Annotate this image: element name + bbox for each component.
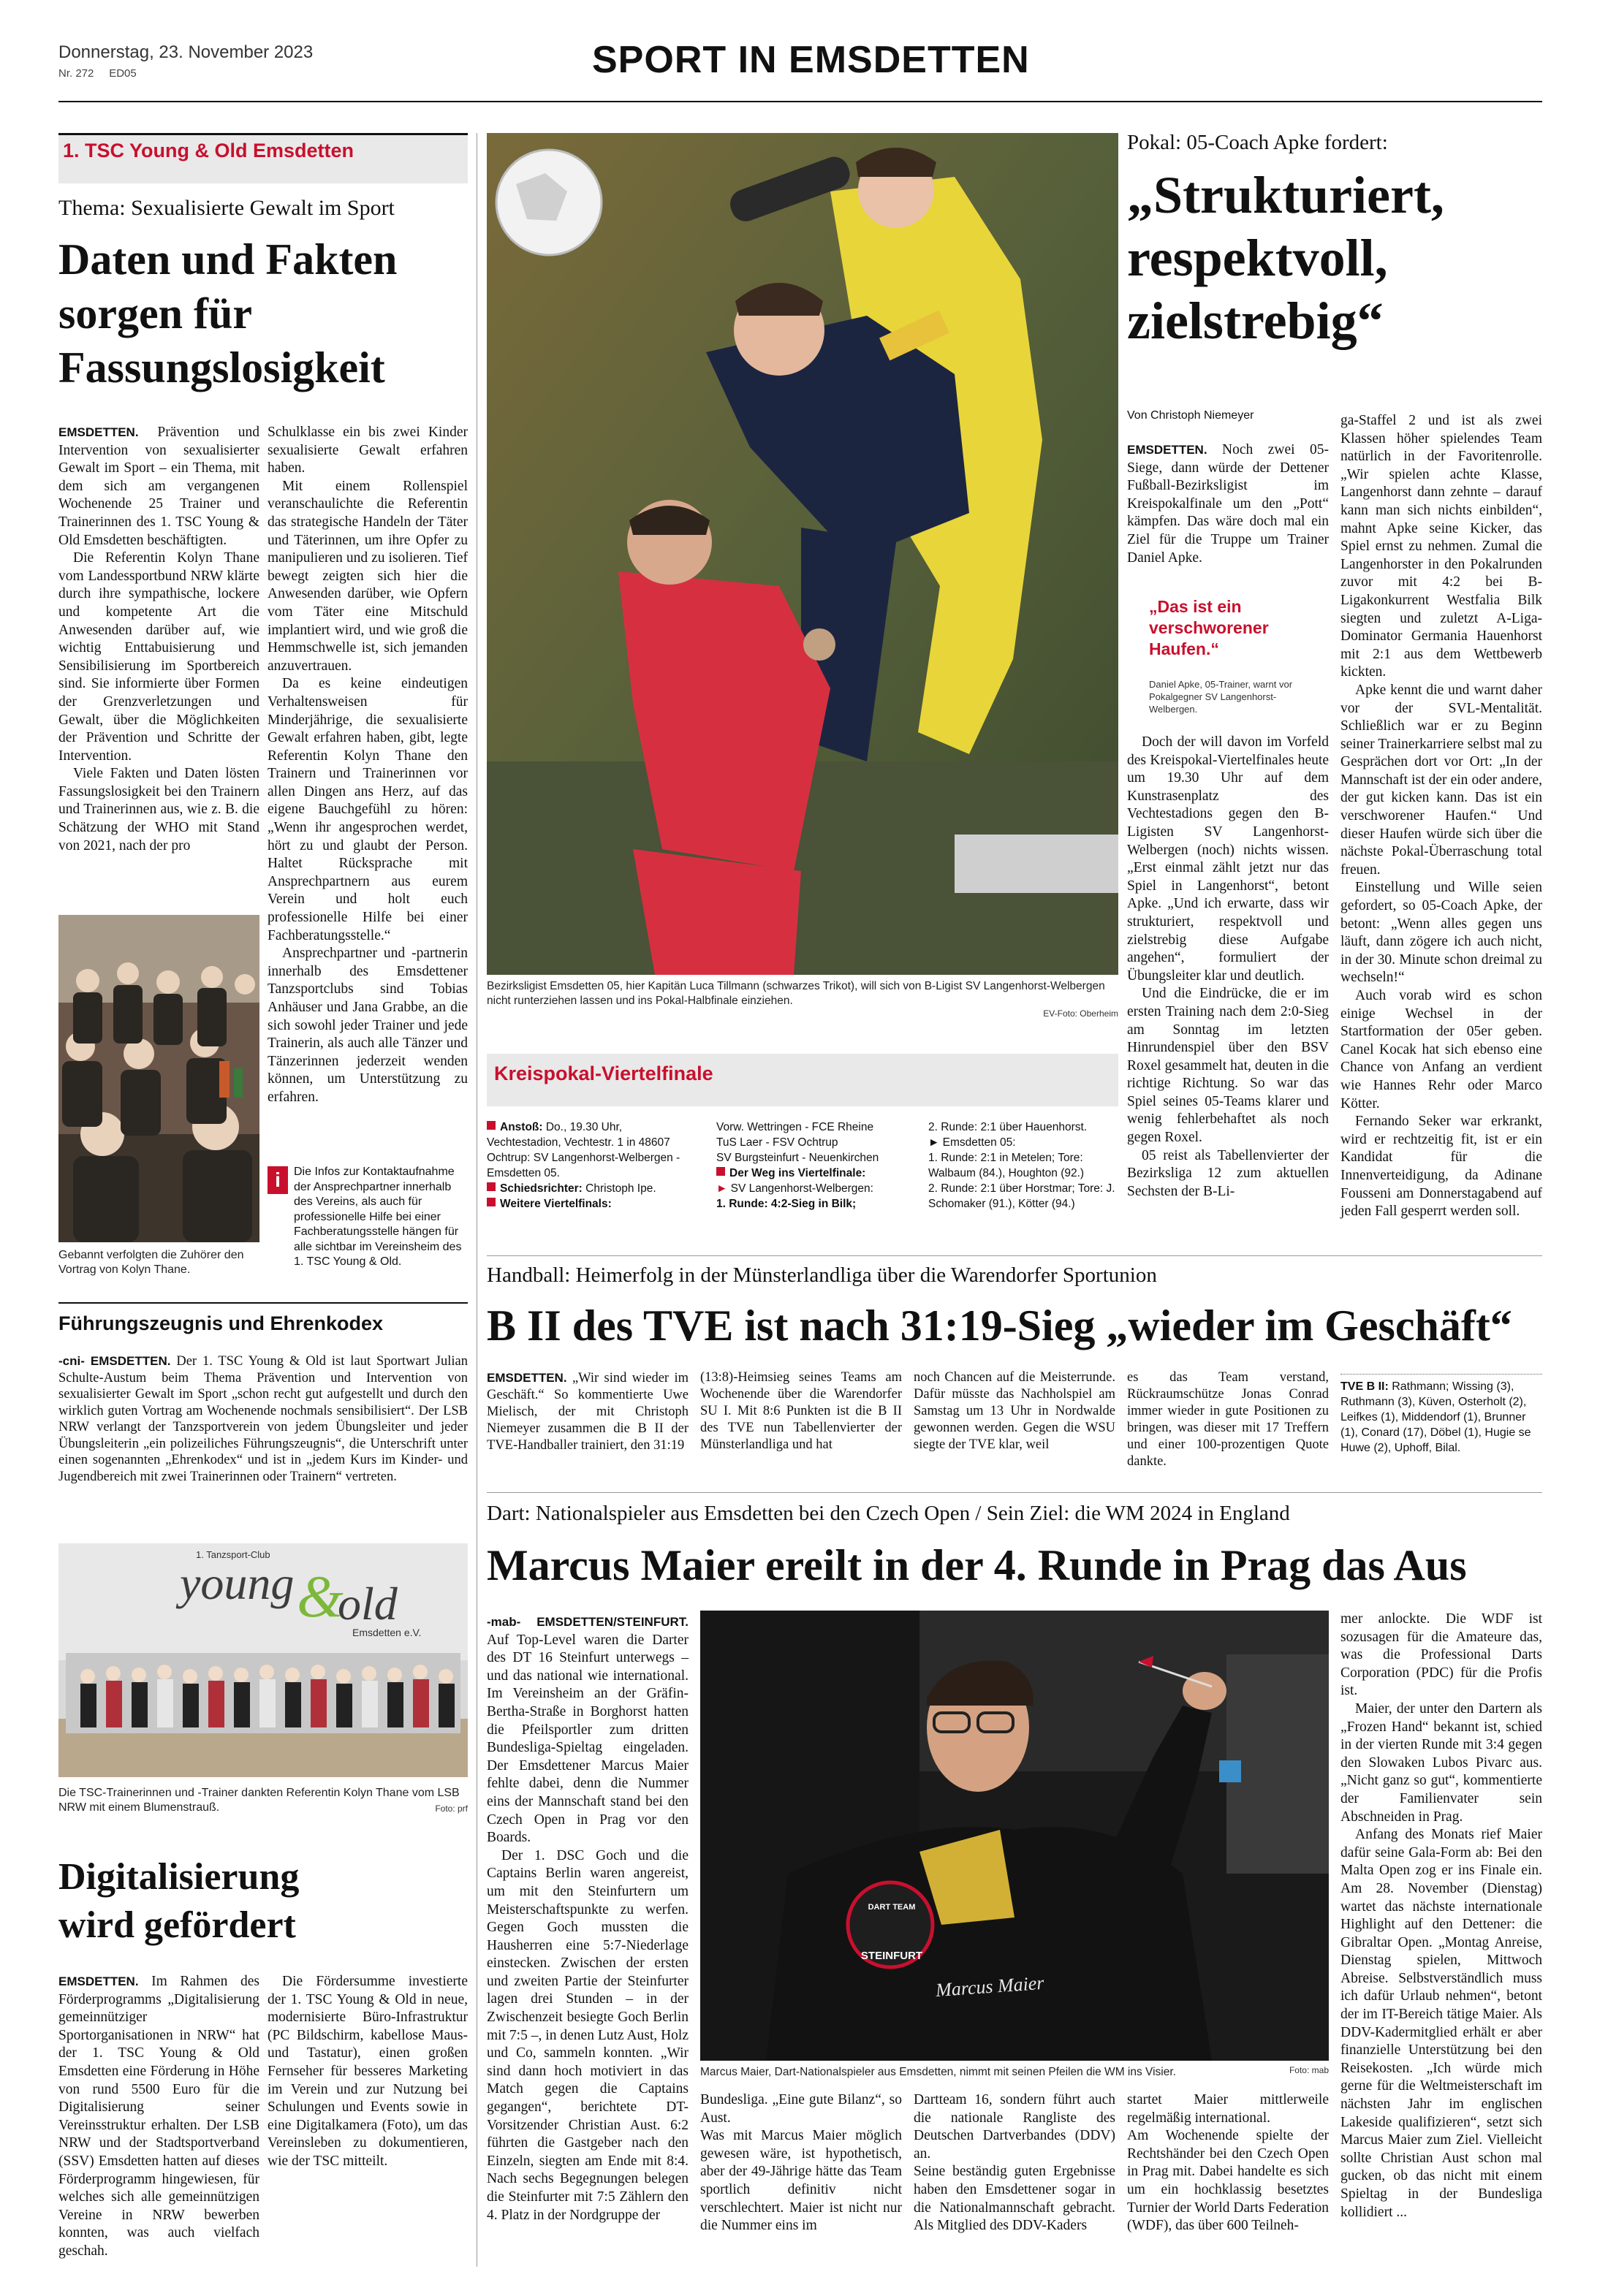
- darts-col4: startet Maier mittlerweile regelmäßig international. Am Wochenende spielte der Rechtshänder bei den Czech Open in Prag mit. Dabei handelte es sich um ein hochklassig besetztes Turnier der World Darts Federation (WDF), das über 600 Teilneh-: [1127, 2092, 1329, 2234]
- headline-strukturiert: „Strukturiert, respektvoll, zielstrebig“: [1127, 166, 1444, 350]
- masthead-rule: [58, 101, 1542, 102]
- tsc-col2-p4: Ansprechpartner und -partnerin innerhalb des Emsdettener Tanzsportclubs sind Tobias Anhäuser und Jana Grabbe, an die sich sowohl jeder Trainer und jede Trainerin, als auch alle Tänzer und Tänzerinnen jederzeit wenden können, um Unterstützung zu erfahren.: [268, 946, 468, 1105]
- kreispokal-weitere: Weitere Viertelfinals:: [487, 1196, 684, 1212]
- info-box: [268, 1165, 468, 1270]
- digi-col1: EMSDETTEN. Im Rahmen des Förderprogramms „Digitalisierung gemeinnütziger Sportorganisationen in NRW“ hat der 1. TSC Young & Old Emsdetten eine Förderung in Höhe von rund 5500 Euro für die Digitalisierung seiner Vereinsstruktur erhalten. Der LSB NRW und der Stadtsportverband (SSV) Emsdetten hatten auf dieses Förderprogramm hingewiesen, für welches sich alle gemeinnützigen Vereine in NRW bewerben konnten, was auch vielfach geschah.: [58, 1974, 259, 2259]
- kicker-pokal-apke: Pokal: 05-Coach Apke fordert:: [1127, 131, 1388, 154]
- jersey-text-top: DART TEAM: [868, 1903, 916, 1912]
- darts-col1-p2: Der 1. DSC Goch und die Captains Berlin waren angereist, um mit den Steinfurtern um Meisterschaftspunkte zu werfen. Gegen Goch mussten die Hausherren eine 5:7-Niederlage einstecken. Zwischen der ersten und zweiten Partie der Steinfurter lagen drei Stunden – in der Zwischenzeit besiegte Goch Berlin mit 7:5 –, in denen Lutz Aust, Holz und Co, sammeln konnten. „Wir sind dann hoch motiviert in das Match gegen die Captains gegangen“, berichtete DT-Vorsitzender Christian Aust. 6:2 führten die Gastgeber nach den Einzeln, siegten am Ende mit 8:4. Nach sechs Begegnungen belegen die Steinfurter mit 7:5 Zählern den 4. Platz in der Nordgruppe der: [487, 1847, 689, 2223]
- handball-col1: EMSDETTEN. „Wir sind wieder im Geschäft.“ So kommentierte Uwe Mielisch, der mit Christoph Niemeyer zusammen die B II der TVE-Handballer trainiert, den 31:19: [487, 1371, 689, 1453]
- issue-date: Donnerstag, 23. November 2023: [58, 42, 314, 62]
- kicker-handball: Handball: Heimerfolg in der Münsterlandliga über die Warendorfer Sportunion: [487, 1263, 1157, 1287]
- headline-handball: B II des TVE ist nach 31:19-Sieg „wieder im Geschäft“: [487, 1301, 1512, 1350]
- darts-col1-p1: -mab- EMSDETTEN/STEINFURT. Auf Top-Level waren die Darter des DT 16 Steinfurt unterwegs – und das national wie international. Im Vereinsheim an der Gräfin-Bertha-Straße in Borghorst hatten die Pfeilsportler zum dritten Bundesliga-Spieltag eingeladen. Der Emsdettener Marcus Maier fehlte dabei, denn die Nummer eins der Mannschaft stand bei den Czech Open in Prag vor den Boards.: [487, 1615, 689, 1846]
- issue-number: Nr. 272 ED05: [58, 67, 137, 80]
- club-sign-small: 1. Tanzsport-Club: [196, 1549, 270, 1560]
- info-box-text: Die Infos zur Kontaktaufnahme der Ansprechpartner innerhalb des Vereins, als auch für professionelle Hilfe bei einer Fachberatungsstelle hängen für alle sichtbar im Vereinsheim des 1. TSC Young & Old.: [294, 1166, 462, 1268]
- tsc-col1-p2: Die Referentin Kolyn Thane vom Landessportbund NRW klärte durch ihre sympathische, lockere und kompetente Art die Anwesenden darüber auf, wie wichtig Enttabuisierung und Sensibilisierung im Sportbereich sind. Sie informierte über Formen der Grenzverletzungen und Gewalt, über die Möglichkeiten der Prävention und Schritte der Intervention.: [58, 550, 259, 764]
- apke-col2-p3: Einstellung und Wille seien gefordert, so 05-Coach Apke, der betont: „Wenn alles gegen uns läuft, dann zögere ich auch nicht, in der 30. Minute schon dreimal zu wechseln!“: [1340, 880, 1542, 986]
- darts-col3: Dartteam 16, sondern führt auch die nationale Rangliste des Deutschen Dartverbandes (DDV) an. Seine beständig guten Ergebnisse haben den Emsdettener sogar in die Nationalmannschaft gebracht. Als Mitglied des DDV-Kaders: [914, 2092, 1115, 2234]
- darts-rule: [487, 1492, 1542, 1493]
- apke-col2-p1: ga-Staffel 2 und ist als zwei Klassen höher spielendes Team natürlich in der Favoritenrolle. „Wir spielen achte Klasse, Langenhorst dann zehnte – darauf kann man sich nichts einbilden“, mahnt Apke seine Kicker, das Spiel ernst zu nehmen. Zumal die Langenhorster in den Pokalrunden zuvor mit 4:2 bei B-Ligakonkurrent Westfalia Bilk siegten und zuletzt A-Liga-Dominator Germania Hauenhorst mit 2:1 aus dem Wettbewerb kickten.: [1340, 413, 1542, 680]
- fuehrungszeugnis-text: -cni- EMSDETTEN. Der 1. TSC Young & Old ist laut Sportwart Julian Schulte-Austum beim Thema Prävention und Intervention von sexualisierter Gewalt im Sport „schon recht gut aufgestellt und durch den wirklich guten Vortrag am Wochenende nochmals sensibilisiert“. Der LSB NRW verlangt der Tanzsportverein von jedem Übungsleiter und jeder Übungsleiterin „ein polizeiliches Führungszeugnis“, die Unterschrift unter einen sogenannten „Ehrenkodex“ und ist in „jedem Kurs im Kinder- und Jugendbereich mit zwei Trainerinnen oder Trainern“ vertreten.: [58, 1354, 468, 1484]
- kreispokal-schiri: Schiedsrichter: Christoph Ipe.: [487, 1181, 684, 1196]
- apke-col1b-p2: Und die Eindrücke, die er im ersten Training nach dem 2:0-Sieg am Sonntag im letzten Hinrundenspiel über den BSV Roxel gesammelt hat, deuten in die richtige Richtung. So war das Spiel seines 05-Teams klarer und wenig fehlerbehaftet als noch gegen Roxel.: [1127, 986, 1329, 1146]
- photo-darts-maier: [700, 1611, 1329, 2061]
- darts-col5: [1340, 1611, 1542, 2221]
- tsc-col1-p3: Viele Fakten und Daten lösten Fassungslosigkeit bei den Trainern und Trainerinnen aus, wie z. B. die Schätzung der WHO mit Stand von 2021, nach der pro: [58, 766, 259, 854]
- club-sign-town: Emsdetten e.V.: [352, 1627, 422, 1638]
- photo-darts-credit: Foto: mab: [1289, 2065, 1329, 2075]
- tsc-col1-p1: EMSDETTEN. Prävention und Intervention von sexualisierter Gewalt im Sport – ein Thema, mit dem sich am vergangenen Wochenende 25 Trainer und Trainerinnen des 1. TSC Young & Old Emsdetten beschäftigten.: [58, 425, 259, 548]
- arrow-right-icon: ►: [716, 1182, 728, 1195]
- tsc-col2-p3: Da es keine eindeutigen Verhaltensweisen für Minderjährige, die sexualisierte Gewalt erfahren haben, gibt, legte Referentin Kolyn Thane den Trainern und Trainerinnen vor allen Dingen ans Herz, auf das eigene Bauchgefühl zu hören: „Wenn ihr angesprochen werdet, hört zu und glaubt der Person. Haltet Rücksprache mit Ansprechpartnern aus eurem Verein und holt euch professionelle Hilfe bei einer Fachberatungsstelle.“: [268, 676, 468, 943]
- section-title: SPORT IN EMSDETTEN: [592, 39, 1030, 81]
- jersey-text-name: Marcus Maier: [935, 1972, 1045, 2002]
- jersey-text-steinfurt: STEINFURT: [860, 1950, 923, 1962]
- photo-audience-caption: Gebannt verfolgten die Zuhörer den Vortrag von Kolyn Thane.: [58, 1249, 244, 1276]
- handball-lineup: TVE B II: Rathmann; Wissing (3), Ruthmann (3), Küven, Osterholt (2), Leifkes (1), Middendorf (1), Brunner (1), Conard (17), Döbel (1), Hugie se Huwe (2), Uphoff, Bilal.: [1340, 1380, 1531, 1454]
- photo-trainer-group-caption: Die TSC-Trainerinnen und -Trainer dankten Referentin Kolyn Thane vom LSB NRW mit einem Blumenstrauß.: [58, 1787, 460, 1814]
- handball-rule: [487, 1255, 1542, 1256]
- kreispokal-svl: ► SV Langenhorst-Welbergen:: [716, 1182, 873, 1195]
- apke-col1b: [1127, 734, 1329, 1201]
- kreispokal-weg-head: Der Weg ins Viertelfinale:: [716, 1166, 914, 1181]
- kreispokal-col1: [487, 1120, 684, 1212]
- kicker-sexualisierte-gewalt: Thema: Sexualisierte Gewalt im Sport: [58, 196, 395, 220]
- handball-lineup-box: [1340, 1374, 1542, 1456]
- photo-soccer-credit: EV-Foto: Oberheim: [1043, 1008, 1118, 1019]
- darts-col5-p3: Anfang des Monats rief Maier dafür seine Gala-Form ab: Bei den Malta Open zog er ins Finale ein. Am 28. November (Dienstag) wartet das nächste internationale Highlight auf den Dettener: die Gibraltar Open. „Montag Anreise, Dienstag spielen, Mittwoch Abreise. Selbstverständlich muss ich dafür Urlaub nehmen“, betont der im IT-Bereich tätige Maier. Als DDV-Kadermitglied erhält er aber finanzielle Unterstützung bei den Reisekosten. „Ich würde mich gerne für die Weltmeisterschaft im nächsten Jahr im englischen Lakeside qualifizieren“, setzt sich Marcus Maier zum Ziel. Vielleicht sollte Christian Aust schon mal gucken, ob das nicht mit einem Spieltag in der Bundesliga kollidiert ...: [1340, 1827, 1542, 2220]
- kreispokal-anstoss: Anstoß: Do., 19.30 Uhr, Vechtestadion, Vechtestr. 1 in 48607 Ochtrup: SV Langenhorst-Welbergen - Emsdetten 05.: [487, 1121, 680, 1179]
- apke-col2-p2: Apke kennt die und warnt daher vor der SVL-Mentalität. Schließlich war er zu Beginn seiner Trainerkarriere selbst mal zu Gesprächen dort vor Ort: „In der Mannschaft ist der ein oder andere, der gut kicken kann. Das ist ein verschworener Haufen.“ Und dieser Haufen würde sich über die nächste Pokal-Überraschung total freuen.: [1340, 682, 1542, 878]
- photo-trainer-group: [58, 1543, 468, 1777]
- tsc-article-col2: [268, 424, 468, 1107]
- photo-trainer-group-credit: Foto: prf: [435, 1803, 468, 1814]
- photo-audience: [58, 915, 259, 1242]
- apke-col1a: EMSDETTEN. Noch zwei 05-Siege, dann würde der Dettener Fußball-Bezirksligist im Kreispokalfinale um den „Pott“ kämpfen. Das wäre doch mal ein Ziel für die Truppe um Trainer Daniel Apke.: [1127, 442, 1329, 566]
- apke-quote-source: Daniel Apke, 05-Trainer, warnt vor Pokalgegner SV Langenhorst-Welbergen.: [1149, 679, 1293, 715]
- photo-darts-caption: Marcus Maier, Dart-Nationalspieler aus Emsdetten, nimmt mit seinen Pfeilen die WM ins Visier.: [700, 2066, 1176, 2078]
- darts-col1: [487, 1613, 689, 2224]
- headline-darts: Marcus Maier ereilt in der 4. Runde in Prag das Aus: [487, 1541, 1467, 1589]
- club-sign-amp: &: [297, 1563, 344, 1630]
- kreispokal-col2: [716, 1120, 914, 1212]
- kreispokal-svl-r1: 1. Runde: 4:2-Sieg in Bilk;: [716, 1198, 857, 1210]
- headline-digitalisierung: Digitalisierung wird gefördert: [58, 1856, 300, 1946]
- kreispokal-viertelfinals: Vorw. Wettringen - FCE Rheine TuS Laer - FSV Ochtrup SV Burgsteinfurt - Neuenkirchen: [716, 1121, 879, 1164]
- byline-niemeyer: Von Christoph Niemeyer: [1127, 409, 1254, 422]
- digi-col2: Die Fördersumme investierte der 1. TSC Young & Old in neue, modernisierte Büro-Infrastruktur (PC Bildschirm, kabellose Maus- und Tastatur), einen großen Fernseher für besseres Marketing im Verein und zur Nutzung bei Schulungen und Events sowie in eine Digitalkamera (Foto), um das Vereinsleben zu dokumentieren, wie der TSC mitteilt.: [268, 1974, 468, 2169]
- handball-col2: (13:8)-Heimsieg seines Teams am Wochenende über die Warendorfer SU I. Mit 8:6 Punkten ist die B II des TVE nun Tabellenvierter der Münsterlandliga und hat: [700, 1370, 902, 1452]
- bullet-square-icon: [716, 1167, 725, 1176]
- kreispokal-col3: 2. Runde: 2:1 über Hauenhorst. ► Emsdetten 05: 1. Runde: 2:1 in Metelen; Tore: Walbaum (84.), Houghton (92.) 2. Runde: 2:1 über Horstmar; Tore: J. Schomaker (91.), Kötter (94.): [928, 1121, 1115, 1210]
- apke-col2-p5: Fernando Seker war erkrankt, wird er rechtzeitig fit, ist er ein Kandidat für die Innenverteidigung, da Adinane Fousseni am Donnerstagabend auf jeden Fall gesperrt werden soll.: [1340, 1114, 1542, 1220]
- photo-soccer-header: [487, 133, 1118, 975]
- kreispokal-label: Kreispokal-Viertelfinale: [487, 1054, 1118, 1106]
- sub-headline-fuehrungszeugnis: Führungszeugnis und Ehrenkodex: [58, 1312, 384, 1334]
- tsc-article-col1: [58, 424, 259, 855]
- bullet-square-icon: [487, 1121, 496, 1130]
- handball-col4: es das Team verstand, Rückraumschütze Jonas Conrad immer wieder in gute Positionen zu bringen, was dieser mit 17 Treffern und einer 100-prozentigen Quote dankte.: [1127, 1370, 1329, 1469]
- apke-col2-p4: Auch vorab wird es schon einige Wechsel in der Startformation der 05er geben. Canel Kocak hat sich ebenso eine Chance von Anfang an verdient wie Hannes Rehr oder Marco Kötter.: [1340, 988, 1542, 1111]
- fuehrungszeugnis-rule: [58, 1302, 468, 1304]
- headline-daten-und-fakten: Daten und Fakten sorgen für Fassungslosigkeit: [58, 235, 398, 392]
- info-icon: i: [268, 1166, 288, 1194]
- club-label: 1. TSC Young & Old Emsdetten: [58, 135, 468, 183]
- apke-quote: „Das ist ein verschworener Haufen.“: [1149, 597, 1269, 658]
- apke-col1b-p1: Doch der will davon im Vorfeld des Kreispokal-Viertelfinales heute um 19.30 Uhr auf dem Kunstrasenplatz des Vechtestadions gegen den B-Ligisten SV Langenhorst-Welbergen (noch) nichts wissen. „Erst einmal zählt jetzt nur das Spiel in Langenhorst“, betont Apke. „Und ich erwarte, dass wir strukturiert, respektvoll und zielstrebig diese Aufgabe angehen“, formuliert der Übungsleiter klar und deutlich.: [1127, 734, 1329, 984]
- apke-col1b-p3: 05 reist als Tabellenvierter der Bezirksliga 12 zum aktuellen Sechsten der B-Li-: [1127, 1147, 1329, 1199]
- photo-soccer-caption: Bezirksligist Emsdetten 05, hier Kapitän Luca Tillmann (schwarzes Trikot), will sich von B-Ligist SV Langenhorst-Welbergen nicht runterziehen lassen und ins Pokal-Halbfinale einziehen.: [487, 980, 1105, 1007]
- tsc-col2-p2: Mit einem Rollenspiel veranschaulichte die Referentin das strategische Handeln der Täter und Täterinnen, um ihre Opfer zu manipulieren und zu isolieren. Tief bewegt zeigten sich hier die Anwesenden darüber, wie Opfern vom Täter eine Mitschuld implantiert wird, und wie groß die Hemmschwelle ist, sich jemanden anzuvertrauen.: [268, 478, 468, 674]
- darts-col5-p2: Maier, der unter den Dartern als „Frozen Hand“ bekannt ist, schied in der vierten Runde mit 3:4 gegen den Slowaken Lubos Pivarc aus. „Nicht ganz so gut“, kommentierte der Familienvater sein Abschneiden in Prag.: [1340, 1700, 1542, 1825]
- apke-col2: [1340, 412, 1542, 1221]
- kicker-darts: Dart: Nationalspieler aus Emsdetten bei den Czech Open / Sein Ziel: die WM 2024 in England: [487, 1502, 1290, 1525]
- club-sign-young: young: [180, 1557, 295, 1609]
- bullet-square-icon: [487, 1198, 496, 1206]
- handball-col3: noch Chancen auf die Meisterrunde. Dafür müsste das Nachholspiel am Samstag um 13 Uhr in Nordwalde gewonnen werden. Gegen die WSU siegte der TVE klar, weil: [914, 1370, 1115, 1452]
- tsc-col2-p1: Schulklasse ein bis zwei Kinder sexualisierte Gewalt erfahren haben.: [268, 425, 468, 476]
- club-sign-old: old: [338, 1578, 398, 1630]
- darts-col2: Bundesliga. „Eine gute Bilanz“, so Aust. Was mit Marcus Maier möglich gewesen wäre, ist hypothetisch, aber der 49-Jährige hätte das Team sportlich definitiv nicht verschlechtert. Maier ist nicht nur die Nummer eins im: [700, 2092, 902, 2234]
- bullet-square-icon: [487, 1182, 496, 1191]
- darts-col5-p1: mer anlockte. Die WDF ist sozusagen für die Amateure das, was die Professional Darts Corporation (PDC) für die Profis ist.: [1340, 1611, 1542, 1699]
